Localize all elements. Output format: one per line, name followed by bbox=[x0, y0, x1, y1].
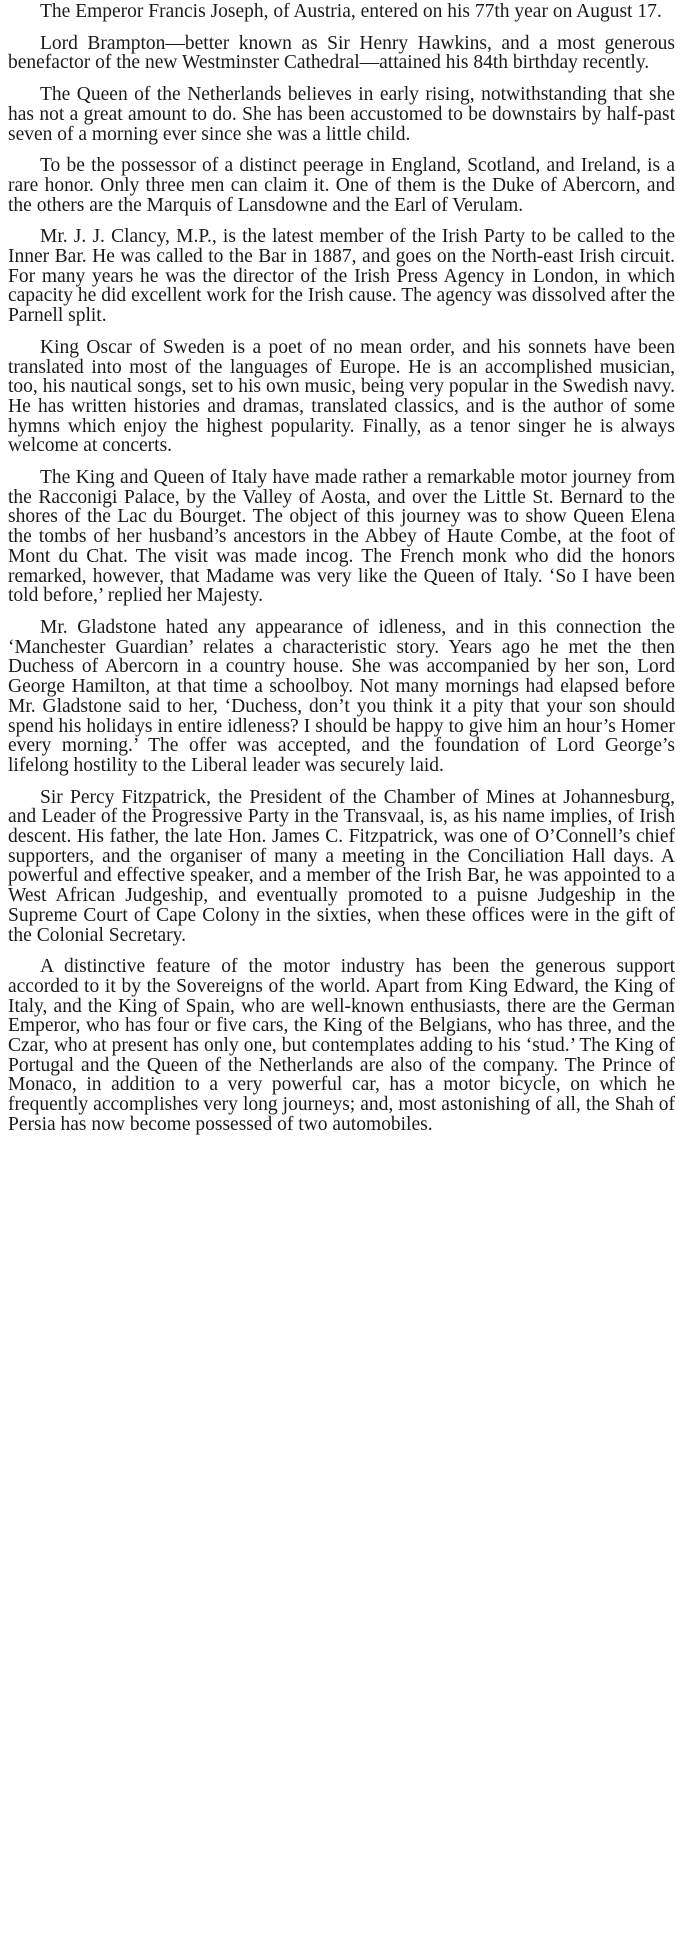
paragraph-queen-netherlands: The Queen of the Netherlands believes in early rising, notwithstanding that she has not a great amount to do. She has been accustomed to be downstairs by half-past seven of a morning ever since she was a little child. bbox=[8, 84, 675, 145]
paragraph-lord-brampton: Lord Brampton—better known as Sir Henry Hawkins, and a most generous benefactor of the new Westminster Cathedral—attained his 84th birthday recently. bbox=[8, 32, 675, 74]
paragraph-king-oscar: King Oscar of Sweden is a poet of no mean order, and his sonnets have been translated into most of the languages of Europe. He is an accomplished musician, too, his nautical songs, set to his own music, being very popular in the Swedish navy. He has written histories and dramas, translated classics, and is the author of some hymns which enjoy the highest popularity. Finally, as a tenor singer he is always welcome at concerts. bbox=[8, 336, 675, 457]
paragraph-peerage: To be the possessor of a distinct peerage in England, Scotland, and Ireland, is a rare honor. Only three men can claim it. One of them is the Duke of Abercorn, and the others are the Marquis of Lansdowne and the Earl of Verulam. bbox=[8, 155, 675, 216]
paragraph-percy-fitzpatrick: Sir Percy Fitzpatrick, the President of the Chamber of Mines at Johannesburg, and Leader of the Progressive Party in the Transvaal, is, as his name implies, of Irish descent. His father, the late Hon. James C. Fitzpatrick, was one of O’Connell’s chief supporters, and the organiser of many a meeting in the Conciliation Hall days. A powerful and effective speaker, and a member of the Irish Bar, he was appointed to a West African Judgeship, and eventually promoted to a puisne Judgeship in the Supreme Court of Cape Colony in the sixties, when these offices were in the gift of the Colonial Secretary. bbox=[8, 786, 675, 946]
paragraph-gladstone: Mr. Gladstone hated any appearance of idleness, and in this connection the ‘Manchester Guardian’ relates a characteristic story. Years ago he met the then Duchess of Abercorn in a country house. She was accompanied by her son, Lord George Hamilton, at that time a schoolboy. Not many mornings had elapsed before Mr. Gladstone said to her, ‘Duchess, don’t you think it a pity that your son should spend his holidays in entire idleness? I should be happy to give him an hour’s Homer every morning.’ The offer was accepted, and the foundation of Lord George’s lifelong hostility to the Liberal leader was securely laid. bbox=[8, 616, 675, 776]
paragraph-motor-industry: A distinctive feature of the motor industry has been the generous support accorded to it by the Sovereigns of the world. Apart from King Edward, the King of Italy, and the King of Spain, who are well-known enthusiasts, there are the German Emperor, who has four or five cars, the King of the Belgians, who has three, and the Czar, who at present has only one, but contemplates adding to his ‘stud.’ The King of Portugal and the Queen of the Netherlands are also of the company. The Prince of Monaco, in addition to a very powerful car, has a motor bicycle, on which he frequently accomplishes very long journeys; and, most astonishing of all, the Shah of Persia has now become possessed of two automobiles. bbox=[8, 956, 675, 1135]
paragraph-clancy: Mr. J. J. Clancy, M.P., is the latest member of the Irish Party to be called to the Inner Bar. He was called to the Bar in 1887, and goes on the North-east Irish circuit. For many years he was the director of the Irish Press Agency in London, in which capacity he did excellent work for the Irish cause. The agency was dissolved after the Parnell split. bbox=[8, 226, 675, 327]
paragraph-king-queen-italy: The King and Queen of Italy have made rather a remarkable motor journey from the Racconigi Palace, by the Valley of Aosta, and over the Little St. Bernard to the shores of the Lac du Bourget. The object of this journey was to show Queen Elena the tombs of her husband’s ancestors in the Abbey of Haute Combe, at the foot of Mont du Chat. The visit was made incog. The French monk who did the honors remarked, however, that Madame was very like the Queen of Italy. ‘So I have been told before,’ replied her Majesty. bbox=[8, 467, 675, 607]
paragraph-emperor-francis-joseph: The Emperor Francis Joseph, of Austria, entered on his 77th year on August 17. bbox=[40, 1, 662, 22]
